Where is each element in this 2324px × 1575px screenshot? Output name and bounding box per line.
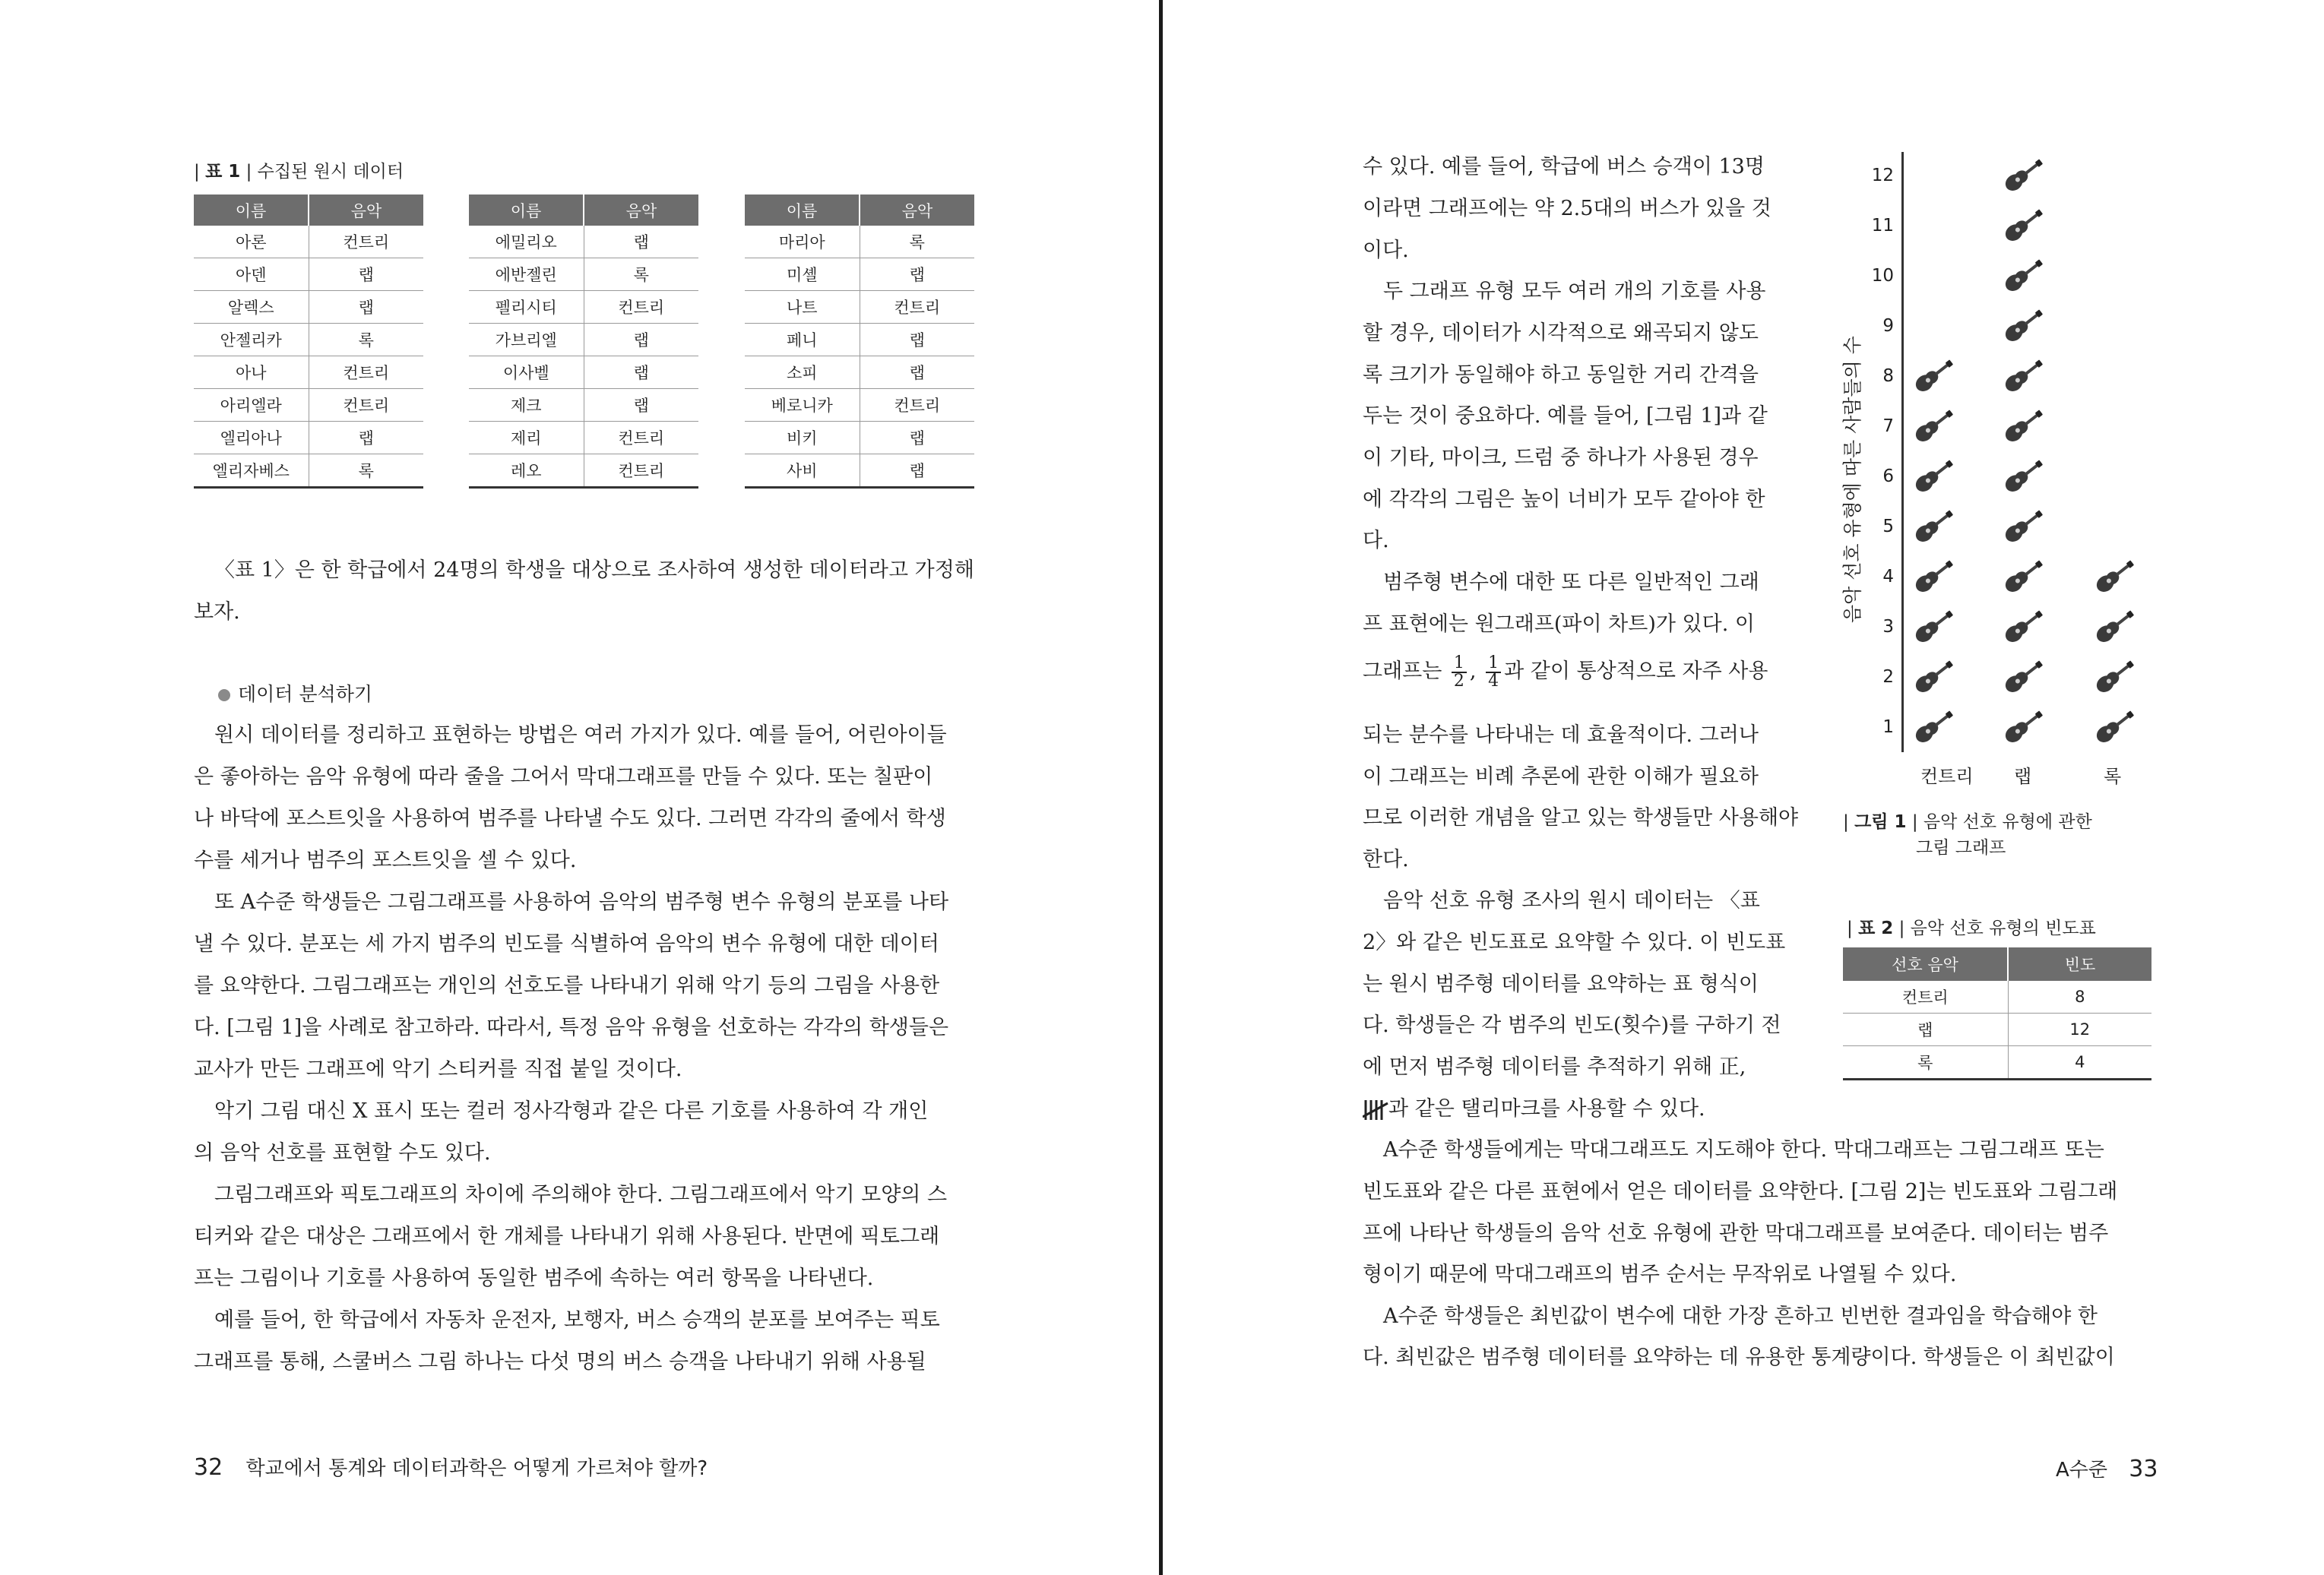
guitar-icon [1997,555,2046,597]
body-line: 프는 그림이나 기호를 사용하여 동일한 범주에 속하는 여러 항목을 나타낸다. [194,1267,874,1290]
student-name: 베로니카 [745,389,860,422]
body-line: 이다. [1363,239,1409,262]
table-row [745,258,974,291]
table1-block-2 [469,195,698,489]
body-line: 록 크기가 동일해야 하고 동일한 거리 간격을 [1363,363,1759,387]
guitar-icon [1997,504,2046,547]
guitar-icon [1908,655,1956,697]
guitar-icon [1997,354,2046,397]
body-line: A수준 학생들은 최빈값이 변수에 대한 가장 흔하고 빈번한 결과임을 학습해야 한 [1383,1305,2098,1328]
table-cell: 4 [2008,1046,2151,1080]
body-line: 므로 이러한 개념을 알고 있는 학생들만 사용해야 [1363,806,1799,830]
student-name: 가브리엘 [469,324,584,356]
fraction-quarter: $\frac{1}{4}$ [1486,655,1501,690]
music-genre: 랩 [584,356,698,389]
body-line: 은 좋아하는 음악 유형에 따라 줄을 그어서 막대그래프를 만들 수 있다. 또는 칠판이 [194,765,933,789]
figure1-ytick: 9 [1882,316,1894,336]
guitar-icon [1997,204,2046,246]
body-line: 의 음악 선호를 표현할 수도 있다. [194,1141,491,1165]
figure1-ytick: 2 [1882,667,1894,687]
guitar-icon [1997,605,2046,647]
guitar-icon [1997,404,2046,447]
figure1-category: 랩 [2014,766,2032,787]
body-line: 에 각각의 그림은 높이 너비가 모두 같아야 한 [1363,488,1765,511]
student-name: 비키 [745,422,860,454]
section-heading: 데이터 분석하기 [218,679,372,707]
figure1-ytick: 1 [1882,717,1894,737]
figure1-category: 컨트리 [1920,766,1974,787]
body-line: 음악 선호 유형 조사의 원시 데이터는 〈표 [1383,889,1760,912]
guitar-icon [1908,705,1956,748]
header-name: 이름 [745,195,860,226]
body-line: 범주형 변수에 대한 또 다른 일반적인 그래 [1383,571,1759,594]
body-line: 티커와 같은 대상은 그래프에서 한 개체를 나타내기 위해 사용된다. 반면에 픽토그래 [194,1225,940,1248]
body-line: 이 그래프는 비례 추론에 관한 이해가 필요하 [1363,765,1759,789]
body-line: 되는 분수를 나타내는 데 효율적이다. 그러나 [1363,723,1759,747]
table-row [745,356,974,389]
student-name: 소피 [745,356,860,389]
tally-line: 과 같은 탤리마크를 사용할 수 있다. [1363,1092,1705,1121]
body-line: 두 그래프 유형 모두 여러 개의 기호를 사용 [1383,280,1766,303]
table-cell: 12 [2008,1014,2151,1046]
table-row [194,258,423,291]
table-row [194,226,423,258]
body-line: 원시 데이터를 정리하고 표현하는 방법은 여러 가지가 있다. 예를 들어, 어린아이들 [214,723,947,747]
music-genre: 컨트리 [309,356,423,389]
music-genre: 록 [309,324,423,356]
guitar-icon [1908,454,1956,497]
guitar-icon [1997,655,2046,697]
guitar-icon [1908,504,1956,547]
music-genre: 랩 [860,356,974,389]
body-line: A수준 학생들에게는 막대그래프도 지도해야 한다. 막대그래프는 그림그래프 또는 [1383,1138,2104,1162]
body-line: 프 표현에는 원그래프(파이 차트)가 있다. 이 [1363,612,1755,636]
table2-header-freq: 빈도 [2008,947,2151,981]
table-row [194,291,423,324]
body-line: 수 있다. 예를 들어, 학급에 버스 승객이 13명 [1363,155,1765,179]
student-name: 아나 [194,356,309,389]
student-name: 나트 [745,291,860,324]
guitar-icon [2088,655,2137,697]
intro-line: 〈표 1〉은 한 학급에서 24명의 학생을 대상으로 조사하여 생성한 데이터라고 가정해 [214,558,974,582]
body-line: 나 바닥에 포스트잇을 사용하여 범주를 나타낼 수도 있다. 그러면 각각의 줄에서 학생 [194,807,946,830]
table-row [194,422,423,454]
figure1-ytick: 6 [1882,466,1894,486]
figure1-ytick: 3 [1882,617,1894,637]
guitar-icon [2088,555,2137,597]
figure1-y-axis [1901,152,1904,752]
guitar-icon [2088,705,2137,748]
body-line: 또 A수준 학생들은 그림그래프를 사용하여 음악의 범주형 변수 유형의 분포를 나타 [214,890,949,914]
page-number: 32 [194,1454,223,1481]
body-line: 두는 것이 중요하다. 예를 들어, [그림 1]과 같 [1363,404,1768,428]
guitar-icon [1997,454,2046,497]
music-genre: 랩 [860,258,974,291]
music-genre: 록 [584,258,698,291]
table-header-row [469,195,698,226]
body-line: 할 경우, 데이터가 시각적으로 왜곡되지 않도 [1363,321,1759,345]
student-name: 엘리자베스 [194,454,309,488]
table-row [194,389,423,422]
student-name: 제리 [469,422,584,454]
figure1-ytick: 10 [1871,266,1894,286]
table-row [1843,981,2151,1014]
body-line: 다. [1363,529,1389,552]
table-row [469,454,698,488]
header-name: 이름 [469,195,584,226]
table-cell: 8 [2008,981,2151,1014]
body-line: 2〉와 같은 빈도표로 요약할 수 있다. 이 빈도표 [1363,931,1786,954]
figure1-ytick: 7 [1882,416,1894,436]
chapter-title: A수준 [2056,1459,2108,1482]
body-line: 빈도표와 같은 다른 표현에서 얻은 데이터를 요약한다. [그림 2]는 빈도표와 그림그래 [1363,1180,2118,1203]
student-name: 펠리시티 [469,291,584,324]
table-row [469,226,698,258]
music-genre: 컨트리 [584,454,698,488]
student-name: 아덴 [194,258,309,291]
table-row [1843,1014,2151,1046]
body-line: 는 원시 범주형 데이터를 요약하는 표 형식이 [1363,973,1759,996]
table-row [469,422,698,454]
left-footer [194,1453,708,1481]
table-row [745,389,974,422]
body-line: 그래프를 통해, 스쿨버스 그림 하나는 다섯 명의 버스 승객을 나타내기 위해 사용될 [194,1350,926,1374]
music-genre: 랩 [584,226,698,258]
tally-mark-icon [1363,1099,1388,1121]
table-row [469,324,698,356]
music-genre: 컨트리 [309,389,423,422]
table1-block-1 [194,195,423,489]
page-gutter [1159,0,1163,1575]
table-row [194,454,423,488]
page-number: 33 [2129,1456,2158,1482]
guitar-icon [1908,555,1956,597]
music-genre: 랩 [860,422,974,454]
table-cell: 컨트리 [1843,981,2008,1014]
table-row [745,324,974,356]
student-name: 사비 [745,454,860,488]
body-line: 예를 들어, 한 학급에서 자동차 운전자, 보행자, 버스 승객의 분포를 보여주는 픽토 [214,1308,940,1332]
music-genre: 록 [309,454,423,488]
music-genre: 랩 [309,422,423,454]
body-line: 다. [그림 1]을 사례로 참고하라. 따라서, 특정 음악 유형을 선호하는 각각의 학생들은 [194,1016,949,1039]
body-line: 한다. [1363,848,1409,871]
figure1-ytick: 8 [1882,366,1894,386]
intro-line: 보자. [194,600,240,624]
student-name: 안젤리카 [194,324,309,356]
music-genre: 랩 [860,454,974,488]
music-genre: 컨트리 [584,422,698,454]
table2-caption: | 표 2 | 음악 선호 유형의 빈도표 [1847,919,2096,938]
table-row [469,356,698,389]
table-header-row [194,195,423,226]
header-music: 음악 [584,195,698,226]
student-name: 이사벨 [469,356,584,389]
table-row [745,454,974,488]
right-footer [2056,1454,2158,1482]
student-name: 제크 [469,389,584,422]
music-genre: 랩 [309,258,423,291]
figure1-category: 록 [2104,766,2122,787]
fraction-line: 그래프는 $\frac{1}{2}$ , $\frac{1}{4}$ 과 같이 통상적으로 자주 사용 [1363,653,1768,691]
table1-caption: | 표 1 | 수집된 원시 데이터 [194,162,404,182]
table1-block-3 [745,195,974,489]
music-genre: 컨트리 [584,291,698,324]
music-genre: 컨트리 [860,389,974,422]
guitar-icon [1997,705,2046,748]
table2-frequency [1843,947,2151,1080]
body-line: 다. 학생들은 각 범주의 빈도(횟수)를 구하기 전 [1363,1014,1781,1037]
table-row [745,291,974,324]
header-music: 음악 [860,195,974,226]
body-line: 에 먼저 범주형 데이터를 추적하기 위해 正, [1363,1055,1746,1079]
figure1-ytick: 5 [1882,517,1894,536]
table-row [469,389,698,422]
figure1-ytick: 11 [1871,216,1894,236]
table-cell: 랩 [1843,1014,2008,1046]
figure1-caption-line2: 그림 그래프 [1916,838,2006,858]
music-genre: 랩 [584,389,698,422]
body-line: 그림그래프와 픽토그래프의 차이에 주의해야 한다. 그림그래프에서 악기 모양의 스 [214,1183,948,1207]
student-name: 아리엘라 [194,389,309,422]
table-cell: 록 [1843,1046,2008,1080]
student-name: 페니 [745,324,860,356]
music-genre: 컨트리 [309,226,423,258]
table-row [1843,1046,2151,1080]
body-line: 프에 나타난 학생들의 음악 선호 유형에 관한 막대그래프를 보여준다. 데이터는 범주 [1363,1222,2109,1245]
figure1-caption: | 그림 1 | 음악 선호 유형에 관한 [1843,812,2092,832]
student-name: 아론 [194,226,309,258]
table-header-row [745,195,974,226]
figure1-ytick: 12 [1871,166,1894,185]
body-line: 수를 세거나 범주의 포스트잇을 셀 수 있다. [194,849,577,872]
body-line: 이 기타, 마이크, 드럼 중 하나가 사용된 경우 [1363,446,1759,470]
student-name: 알렉스 [194,291,309,324]
table-row [194,356,423,389]
body-line: 를 요약한다. 그림그래프는 개인의 선호도를 나타내기 위해 악기 등의 그림을 사용한 [194,974,940,998]
music-genre: 록 [860,226,974,258]
student-name: 엘리아나 [194,422,309,454]
guitar-icon [1908,404,1956,447]
body-line: 교사가 만든 그래프에 악기 스티커를 직접 붙일 것이다. [194,1058,682,1081]
student-name: 레오 [469,454,584,488]
table-row [194,324,423,356]
fraction-half: $\frac{1}{2}$ [1452,655,1467,690]
body-line: 이라면 그래프에는 약 2.5대의 버스가 있을 것 [1363,197,1771,220]
guitar-icon [1997,254,2046,296]
book-title: 학교에서 통계와 데이터과학은 어떻게 가르쳐야 할까? [245,1457,708,1480]
body-line: 낼 수 있다. 분포는 세 가지 범주의 빈도를 식별하여 음악의 변수 유형에 대한 데이터 [194,932,939,956]
music-genre: 랩 [860,324,974,356]
guitar-icon [1908,605,1956,647]
guitar-icon [2088,605,2137,647]
student-name: 에반젤린 [469,258,584,291]
header-name: 이름 [194,195,309,226]
table-row [469,291,698,324]
body-line: 악기 그림 대신 X 표시 또는 컬러 정사각형과 같은 다른 기호를 사용하여 각 개인 [214,1099,929,1123]
guitar-icon [1908,354,1956,397]
table-row [745,422,974,454]
table-row [469,258,698,291]
figure1-ytick: 4 [1882,567,1894,587]
music-genre: 랩 [309,291,423,324]
student-name: 에밀리오 [469,226,584,258]
body-line: 다. 최빈값은 범주형 데이터를 요약하는 데 유용한 통계량이다. 학생들은 이 최빈값이 [1363,1346,2115,1369]
student-name: 미셸 [745,258,860,291]
table-row [745,226,974,258]
body-line: 형이기 때문에 막대그래프의 범주 순서는 무작위로 나열될 수 있다. [1363,1263,1957,1286]
header-music: 음악 [309,195,423,226]
music-genre: 컨트리 [860,291,974,324]
guitar-icon [1997,153,2046,196]
bullet-dot [218,689,230,701]
music-genre: 랩 [584,324,698,356]
student-name: 마리아 [745,226,860,258]
guitar-icon [1997,304,2046,346]
figure1-ylabel: 음악 선호 유형에 따른 사람들의 수 [1841,336,1863,623]
table2-header-music: 선호 음악 [1843,947,2008,981]
